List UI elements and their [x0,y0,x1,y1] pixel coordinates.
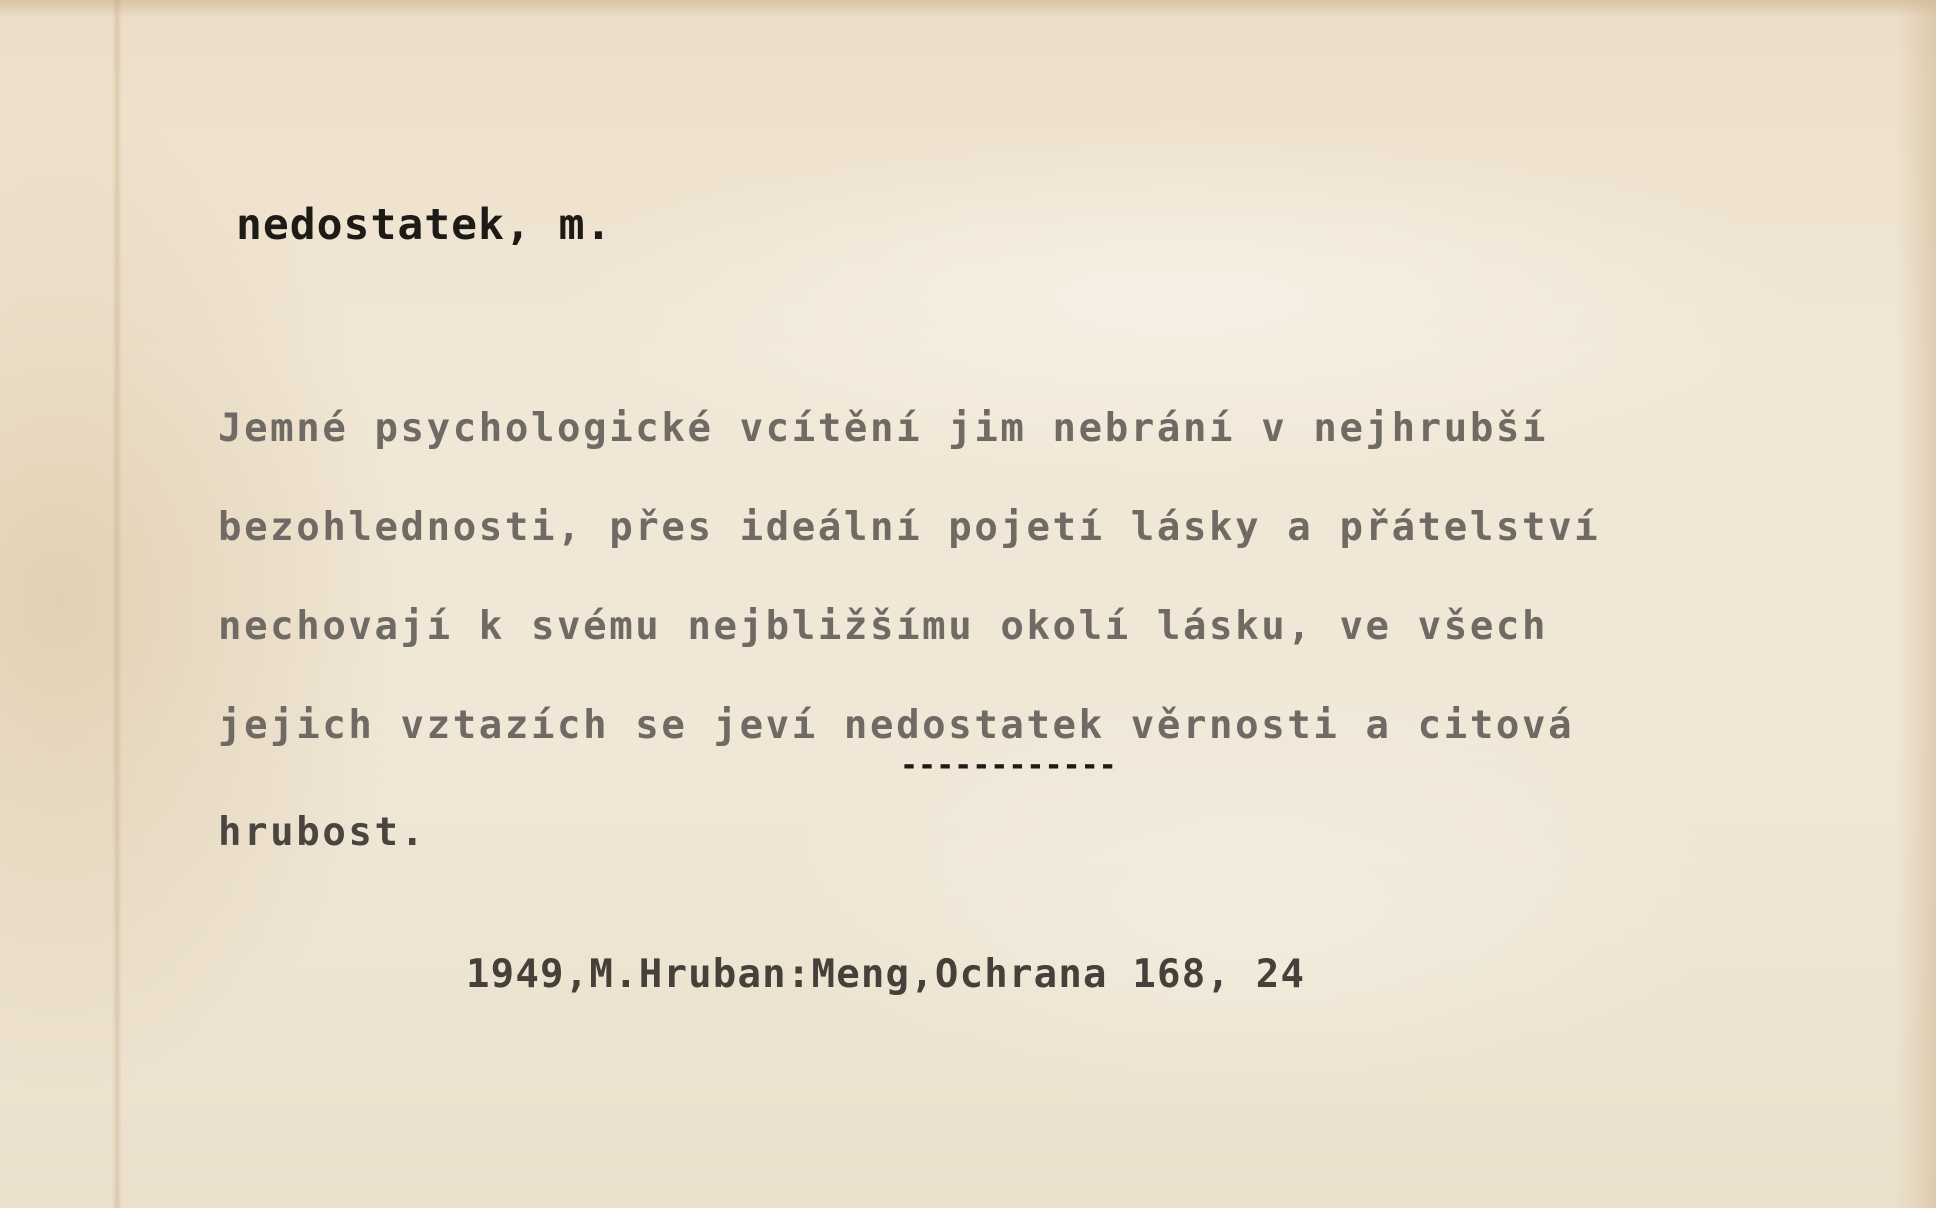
quote-line: Jemné psychologické vcítění jim nebrání v nejhrubší [218,406,1549,451]
headword: nedostatek, m. [236,200,613,250]
headword-underline: ------------ [900,748,1117,783]
quote-line: nechovají k svému nejbližšímu okolí lásku, ve všech [218,604,1549,649]
quote-line: bezohlednosti, přes ideální pojetí lásky a přátelství [218,505,1601,550]
source-citation: 1949,M.Hruban:Meng,Ochrana 168, 24 [466,952,1306,997]
paper-fold-line [112,0,122,1208]
quote-line: hrubost. [218,810,427,855]
paper-top-edge [0,0,1936,18]
quote-line: jejich vztazích se jeví nedostatek věrnosti a citová [218,703,1575,748]
paper-right-edge [1896,0,1936,1208]
